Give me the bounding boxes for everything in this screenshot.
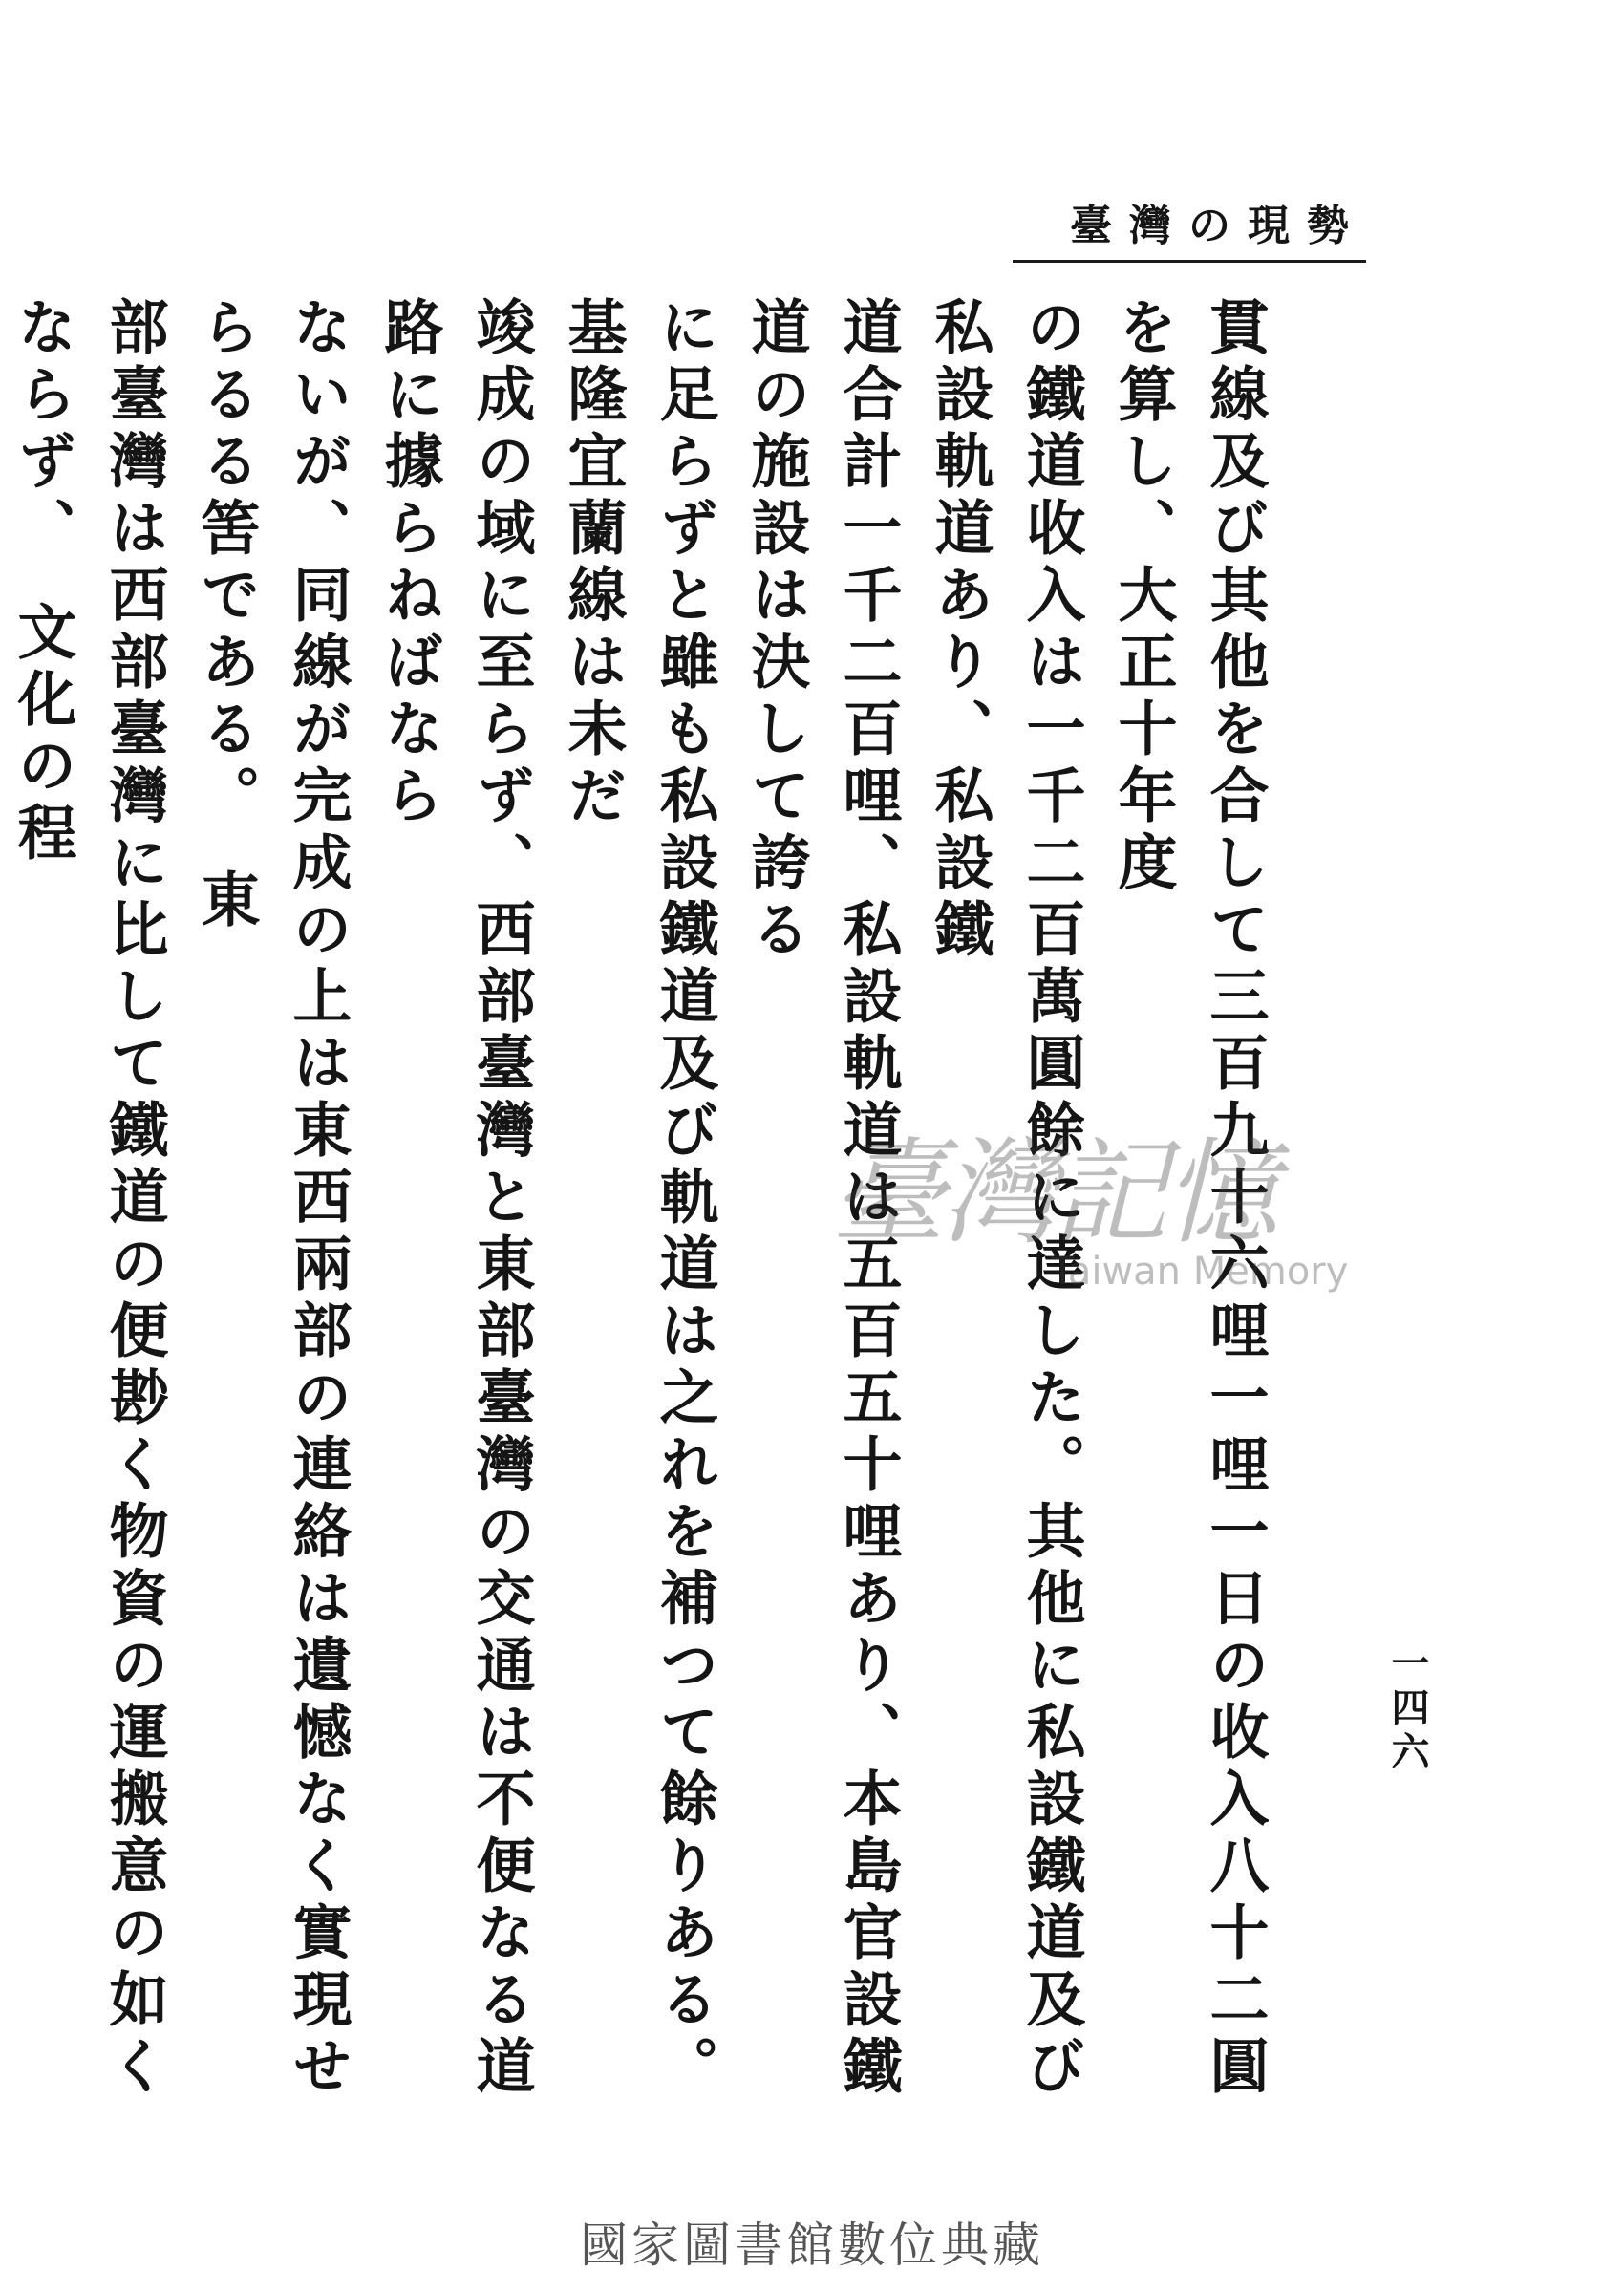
text-column: に足らずと雖も私設鐵道及び軌道は之れを補つて餘りある。 基隆宜蘭線は未だ <box>558 296 719 2139</box>
text-column: 部臺灣は西部臺灣に比して鐵道の便尠く物資の運搬意の如くならず、 文化の程 <box>8 296 169 2102</box>
watermark-logo <box>831 1127 1349 1294</box>
footer-credit: 國家圖書館數位典藏 <box>580 2218 1044 2273</box>
watermark-english: Taiwan Memory <box>1051 1250 1349 1294</box>
text-column: 道合計一千二百哩、私設軌道は五百五十哩あり、本島官設鐵道の施設は決して誇る <box>741 296 903 2102</box>
text-column: の鐵道收入は一千二百萬圓餘に達した。其他に私設鐵道及び私設軌道あり、私設鐵 <box>925 296 1086 2102</box>
text-column: 竣成の域に至らず、西部臺灣と東部臺灣の交通は不便なる道路に據らねばなら <box>374 296 536 2102</box>
page-number: 一四六 <box>1385 1643 1430 1775</box>
watermark-chars: 臺灣記憶 <box>831 1127 1274 1260</box>
header-rule <box>1013 260 1366 263</box>
text-column: ないが、同線が完成の上は東西兩部の連絡は遺憾なく實現せらるる筈である。 東 <box>191 296 353 2102</box>
running-header: 臺灣の現勢 <box>1070 202 1366 250</box>
text-column: 貫線及び其他を合して三百九十六哩一哩一日の收入八十二圓を算し、大正十年度 <box>1108 296 1270 2102</box>
